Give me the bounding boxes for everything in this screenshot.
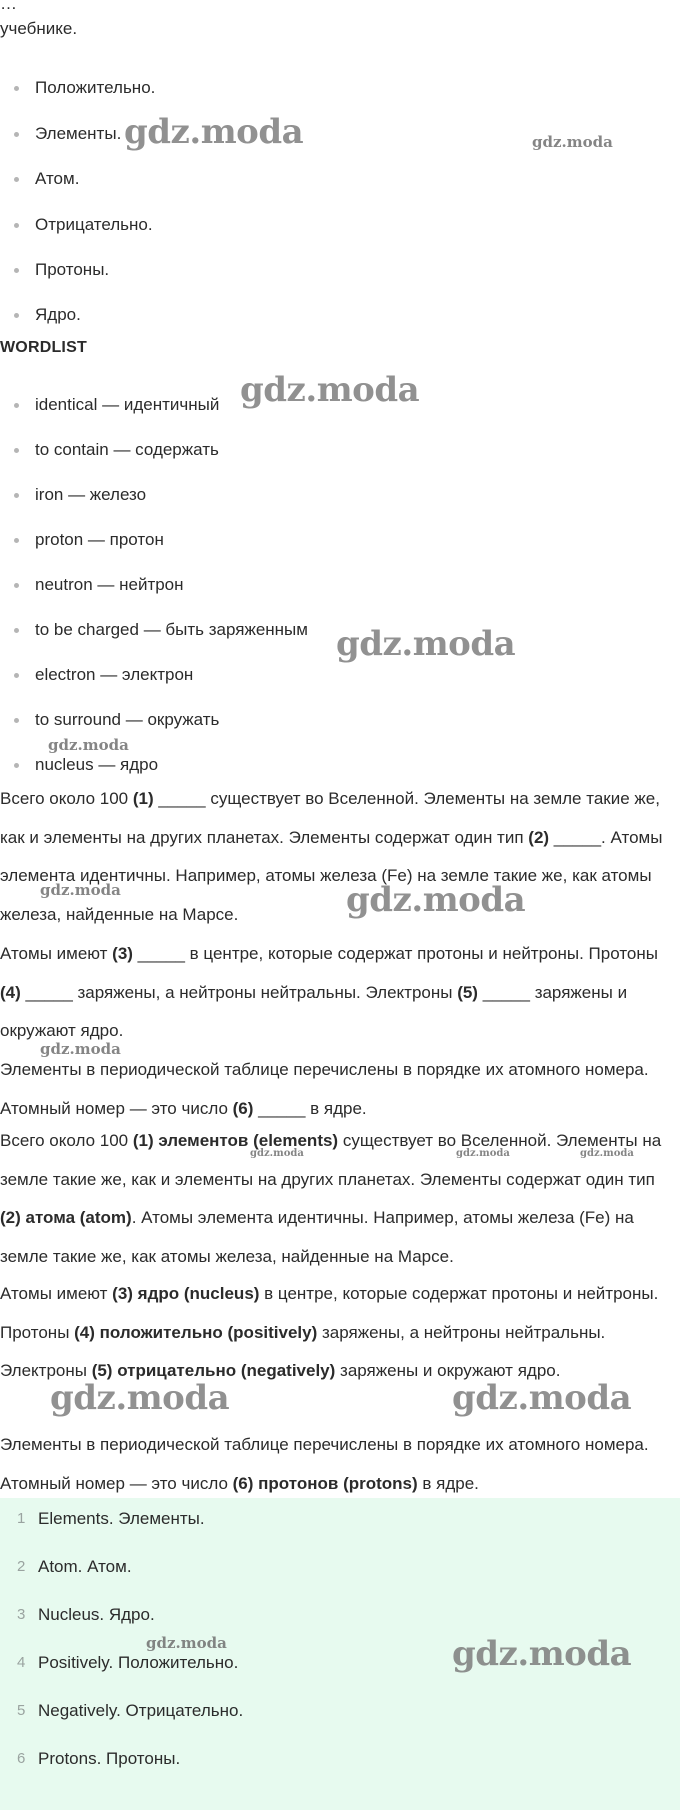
bullet-icon [14, 673, 19, 678]
watermark: gdz.moda [336, 624, 516, 664]
bullet-icon [14, 223, 19, 228]
bullet-icon [14, 763, 19, 768]
answer-paragraph-2: Атомы имеют (3) ядро (nucleus) в центре, которые содержат протоны и нейтроны. Протоны (4) положительно (positively) заряжены, а нейтроны нейтральны. Электроны (5) отрицательно (negatively) заряжены и окружают ядро. [0, 1284, 659, 1381]
watermark: gdz.moda [146, 1634, 227, 1652]
watermark: gdz.moda [40, 1040, 121, 1058]
task-paragraph-1: Всего около 100 (1) _____ существует во Вселенной. Элементы на земле такие же, как и элементы на других планетах. Элементы содержат один тип (2) _____. Атомы элемента идентичны. Например, атомы железа (Fe) на земле такие же, как атомы железа, найденные на Марсе. [0, 789, 663, 925]
bullet-icon [14, 583, 19, 588]
watermark: gdz.moda [124, 112, 304, 152]
bullet-icon [14, 86, 19, 91]
task-paragraph-3: Элементы в периодической таблице перечислены в порядке их атомного номера. Атомный номер — это число (6) _____ в ядре. [0, 1060, 649, 1118]
bullet-icon [14, 313, 19, 318]
watermark: gdz.moda [452, 1378, 632, 1418]
watermark: gdz.moda [532, 133, 613, 151]
task-paragraph-2: Атомы имеют (3) _____ в центре, которые содержат протоны и нейтроны. Протоны (4) _____ заряжены, а нейтроны нейтральны. Электроны (5) _____ заряжены и окружают ядро. [0, 944, 658, 1041]
wordlist-title: WORDLIST [0, 339, 87, 356]
bullet-icon [14, 493, 19, 498]
bullet-icon [14, 718, 19, 723]
bullet-icon [14, 628, 19, 633]
bullet-icon [14, 538, 19, 543]
bullet-icon [14, 403, 19, 408]
watermark: gdz.moda [580, 1148, 634, 1159]
bullet-icon [14, 132, 19, 137]
intro-line-1: … [0, 0, 17, 13]
bullet-icon [14, 177, 19, 182]
watermark: gdz.moda [50, 1378, 230, 1418]
answer-paragraph-3: Элементы в периодической таблице перечислены в порядке их атомного номера. Атомный номер — это число (6) протонов (protons) в ядре. [0, 1435, 649, 1493]
answer-paragraph-1: Всего около 100 (1) элементов (elements) существует во Вселенной. Элементы на земле такие же, как и элементы на других планетах. Элементы содержат один тип (2) атома (atom). Атомы элемента идентичны. Например, атомы железа (Fe) на земле такие же, как атомы железа, найденные на Марсе. [0, 1131, 662, 1267]
bullet-icon [14, 448, 19, 453]
watermark: gdz.moda [456, 1148, 510, 1159]
watermark: gdz.moda [240, 370, 420, 410]
watermark: gdz.moda [346, 880, 526, 920]
intro-line-2: учебнике. [0, 19, 78, 38]
bullet-icon [14, 268, 19, 273]
watermark: gdz.moda [250, 1148, 304, 1159]
watermark: gdz.moda [48, 736, 129, 754]
watermark: gdz.moda [452, 1634, 632, 1674]
page: … учебнике. Положительно. Элементы. Атом. Отрицательно. Протоны. Ядро. WORDLIST identical — идентичный to contain — содержать iron — железо proton — протон neutron — нейтрон to be charged — быть заряженным electron — электрон to surround — окружать nucleus — ядро Всего около 100 (1) _____ существует во Вселенной. Элементы на земле такие же, как и элементы на других планетах. Элементы содержат один тип (2) _____. Атомы элемента идентичны. Например, атомы железа (Fe) на земле такие же, как атомы железа, найденные на Марсе. Атомы имеют (3) _____ в центре, которые содержат протоны и нейтроны. Протоны (4) _____ заряжены, а нейтроны нейтральны. Электроны (5) _____ заряжены и окружают ядро. Элементы в периодической таблице перечислены в порядке их атомного номера. Атомный номер — это число (6) _____ в ядре. Всего около 100 (1) элементов (elements) существует во Вселенной. Элементы на земле такие же, как и элементы на других планетах. Элементы содержат один тип (2) атома (atom). Атомы элемента идентичны. Например, атомы железа (Fe) на земле такие же, как атомы железа, найденные на Марсе. Атомы имеют (3) ядро (nucleus) в центре, которые содержат протоны и нейтроны. Протоны (4) положительно (positively) заряжены, а нейтроны нейтральны. Электроны (5) отрицательно (negatively) заряжены и окружают ядро. Элементы в периодической таблице перечислены в порядке их атомного номера. Атомный номер — это число (6) протонов (protons) в ядре. 1 Elements. Элементы. 2 Atom. Атом. 3 Nucleus. Ядро. 4 Positively. Положительно. 5 Negatively. Отрицательно. 6 Protons. Протоны. gdz.moda gdz.moda gdz.moda gdz.moda gdz.moda gdz.moda gdz.moda gdz.moda gdz.moda gdz.moda gdz.moda gdz.moda gdz.moda gdz.moda gdz.moda [0, 0, 680, 1813]
watermark: gdz.moda [40, 881, 121, 899]
answers-block: 1 Elements. Элементы. 2 Atom. Атом. 3 Nucleus. Ядро. 4 Positively. Положительно. 5 Negatively. Отрицательно. 6 Protons. Протоны. [0, 1498, 680, 1810]
